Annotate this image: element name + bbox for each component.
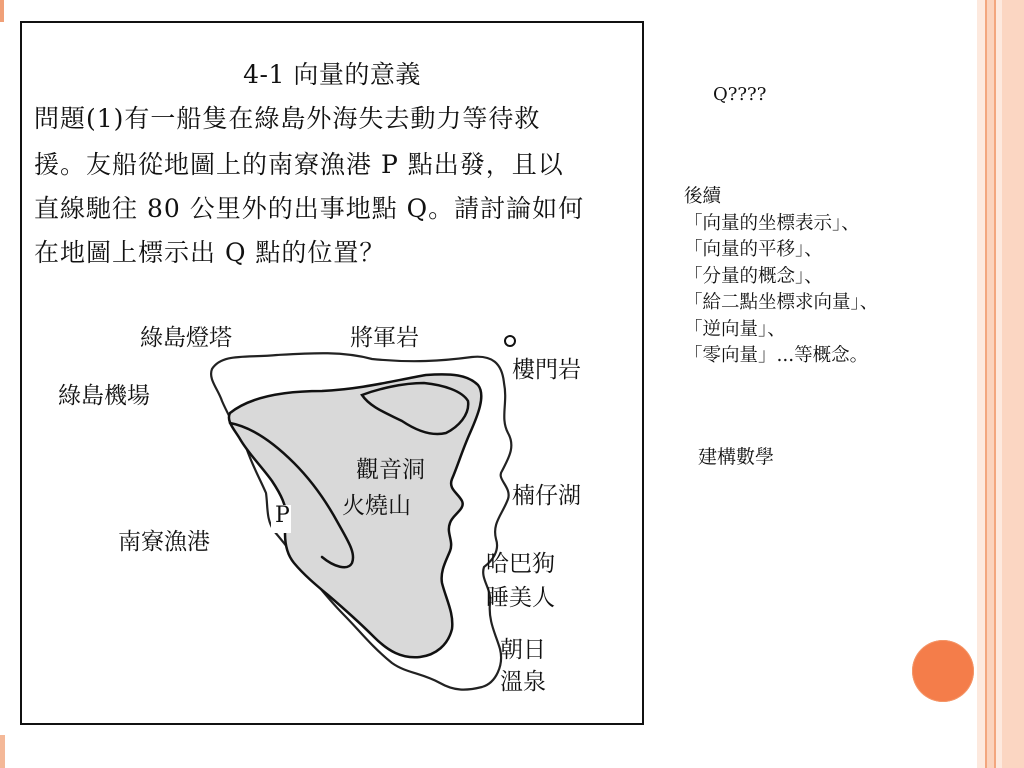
- label-hot-spring: 溫泉: [500, 669, 546, 695]
- question-text: Q????: [713, 84, 767, 105]
- label-nanzai-lake: 楠仔湖: [512, 483, 581, 509]
- label-haba-dog: 哈巴狗: [486, 551, 555, 577]
- decor-circle: [912, 640, 974, 702]
- decor-stripe: [987, 0, 994, 768]
- figure-title: 4-1 向量的意義: [243, 60, 421, 89]
- problem-line-3: 直線馳往 80 公里外的出事地點 Q。請討論如何: [34, 194, 585, 223]
- label-loumen-rock: 樓門岩: [512, 357, 581, 383]
- notes-line: 後續: [684, 186, 722, 207]
- label-airport: 綠島機場: [58, 383, 150, 409]
- footer-text: 建構數學: [698, 446, 775, 468]
- notes-line: 「向量的平移」、: [684, 239, 823, 260]
- problem-line-1: 問題(1)有一船隻在綠島外海失去動力等待救: [34, 104, 541, 133]
- label-guanyin-cave: 觀音洞: [356, 457, 425, 483]
- corner-accent: [0, 735, 5, 768]
- problem-line-2: 援。友船從地圖上的南寮漁港 P 點出發，且以: [34, 150, 564, 179]
- label-sleeping-beauty: 睡美人: [486, 585, 555, 611]
- decor-stripe: [977, 0, 985, 768]
- label-volcano: 火燒山: [342, 493, 411, 519]
- label-zhaori: 朝日: [500, 637, 546, 663]
- decor-stripe: [1002, 0, 1024, 768]
- label-general-rock: 將軍岩: [350, 325, 419, 351]
- notes-line: 「分量的概念」、: [684, 265, 823, 287]
- label-point-p: P: [275, 503, 290, 528]
- problem-line-4: 在地圖上標示出 Q 點的位置？: [34, 238, 386, 267]
- corner-accent: [0, 0, 4, 22]
- notes-line: 「逆向量」、: [684, 318, 786, 340]
- follow-up-notes: [684, 184, 878, 370]
- notes-line: 「零向量」...等概念。: [684, 345, 869, 366]
- label-lighthouse: 綠島燈塔: [140, 325, 232, 351]
- notes-line: 「給二點坐標求向量」、: [684, 292, 879, 313]
- notes-line: 「向量的坐標表示」、: [684, 212, 860, 234]
- problem-figure: [20, 21, 644, 725]
- loumen-islet: [505, 336, 515, 346]
- label-nanliao-harbor: 南寮漁港: [118, 529, 210, 555]
